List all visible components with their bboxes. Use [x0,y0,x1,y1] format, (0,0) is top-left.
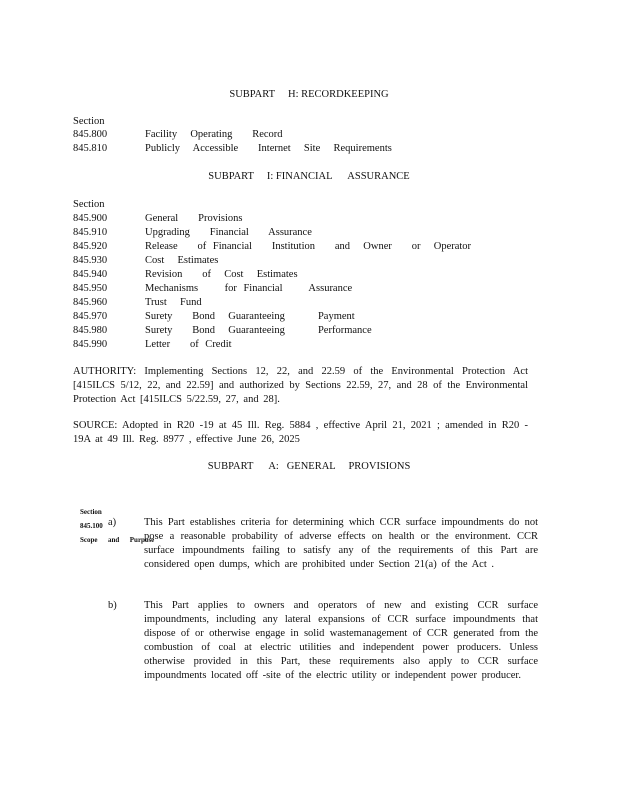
subsection-marker: b) [108,600,117,611]
subpart-h-toc [73,128,543,156]
toc-section-number: 845.930 [73,255,108,266]
authority-note: AUTHORITY: Implementing Sections 12, 22, and 22.59 of the Environmental Protection Act [415ILCS 5/12, 22, and 22.59] and authorized by Sections 22.59, 27, and 28 of the Environmental Protection Act [415ILCS 5/22.59, 27, and 28]. [73,366,528,405]
toc-row [73,338,543,352]
toc-row [73,240,543,254]
toc-row [73,282,543,296]
toc-section-number: 845.800 [73,129,108,140]
toc-section-title: Publicly Accessible Internet Site Requirements [145,143,392,154]
section-title: Scope and Purpose [80,536,155,544]
source-note: SOURCE: Adopted in R20 -19 at 45 Ill. Reg. 5884 , effective April 21, 2021 ; amended in R20 - 19A at 49 Ill. Reg. 8977 , effective June 26, 2025 [73,420,528,445]
toc-section-number: 845.970 [73,311,108,322]
toc-section-number: 845.980 [73,325,108,336]
toc-row [73,310,543,324]
subpart-i-heading: SUBPART I: FINANCIAL ASSURANCE [208,171,410,182]
toc-row [73,268,543,282]
toc-section-number: 845.910 [73,227,108,238]
toc-row [73,142,543,156]
toc-section-title: Release of Financial Institution and Owner or Operator [145,241,472,252]
subsection-text: This Part establishes criteria for determining which CCR surface impoundments do not pose a reasonable probability of adverse effects on health or the environment. CCR surface impoundments failing to satisfy any of the requirements of this Part are considered open dumps, which are prohibited under Section 21(a) of the Act . [144,517,538,570]
toc-section-number: 845.920 [73,241,108,252]
toc-section-number: 845.950 [73,283,108,294]
toc-row [73,254,543,268]
toc-section-title: Revision of Cost Estimates [145,269,298,280]
subsection-a [108,516,538,572]
subsection-text: This Part applies to owners and operators of new and existing CCR surface impoundments, including any lateral expansions of CCR surface impoundments that dispose of or otherwise engage in solid wastemanagement of CCR generated from the combustion of coal at electric utilities and independent power producers. Unless otherwise provided in this Part, these requirements also apply to CCR surface impoundments located off -site of the electric utility or independent power producer. [144,600,538,681]
subpart-h-heading: SUBPART H: RECORDKEEPING [229,89,389,100]
toc-row [73,296,543,310]
toc-row [73,324,543,338]
toc-section-title: Facility Operating Record [145,129,283,140]
subpart-h-section-label: Section [73,116,105,127]
subpart-i-toc [73,212,543,352]
toc-section-title: Surety Bond Guaranteeing Payment [145,311,355,322]
subpart-a-heading: SUBPART A: GENERAL PROVISIONS [207,461,411,472]
toc-row [73,226,543,240]
toc-row [73,128,543,142]
toc-row [73,212,543,226]
toc-section-title: Upgrading Financial Assurance [145,227,312,238]
section-number: 845.100 [80,522,103,530]
toc-section-title: Cost Estimates [145,255,219,266]
section-word: Section [80,508,102,516]
toc-section-number: 845.990 [73,339,108,350]
toc-section-title: Mechanisms for Financial Assurance [145,283,353,294]
toc-section-number: 845.810 [73,143,108,154]
toc-section-number: 845.900 [73,213,108,224]
toc-section-title: Trust Fund [145,297,202,308]
toc-section-title: Surety Bond Guaranteeing Performance [145,325,372,336]
subsection-b [108,599,538,683]
toc-section-title: Letter of Credit [145,339,232,350]
toc-section-number: 845.960 [73,297,108,308]
subpart-i-section-label: Section [73,199,105,210]
toc-section-title: General Provisions [145,213,243,224]
toc-section-number: 845.940 [73,269,108,280]
subsection-marker: a) [108,517,117,528]
